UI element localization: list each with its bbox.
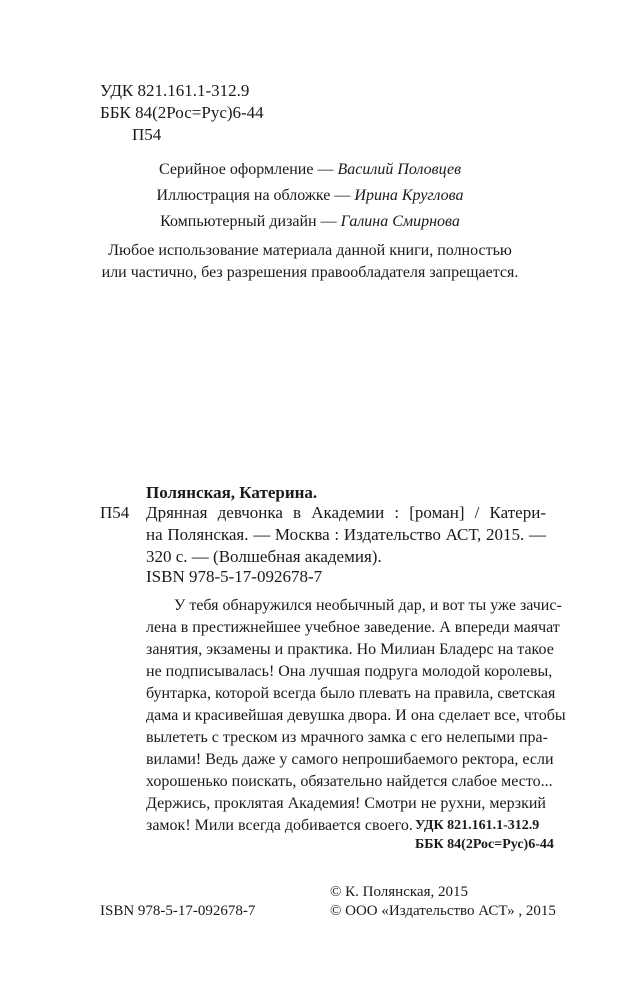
footer-isbn: ISBN 978-5-17-092678-7 bbox=[100, 903, 256, 919]
credit-name: Галина Смирнова bbox=[340, 213, 460, 230]
bbk-code: ББК 84(2Рос=Рус)6-44 bbox=[100, 103, 264, 122]
annotation-line: вылететь с треском из мрачного замка с его нелепыми пра- bbox=[146, 729, 548, 746]
copyright-publisher: © ООО «Издательство АСТ» , 2015 bbox=[330, 903, 556, 919]
credit-name: Ирина Круглова bbox=[354, 187, 464, 204]
catalog-author-heading: Полянская, Катерина. bbox=[146, 483, 318, 502]
annotation-line: бунтарка, которой всегда было плевать на правила, светская bbox=[146, 685, 556, 702]
author-mark: П54 bbox=[132, 125, 162, 144]
description-line: 320 с. — (Волшебная академия). bbox=[146, 547, 382, 566]
description-line: Дрянная девчонка в Академии : [роман] / Катери- bbox=[146, 503, 546, 522]
catalog-description bbox=[146, 502, 546, 568]
bottom-bbk-code: ББК 84(2Рос=Рус)6-44 bbox=[415, 837, 554, 852]
annotation-line: занятия, экзамены и практика. Но Милиан Бладерс на такое bbox=[146, 641, 554, 658]
catalog-author-mark: П54 bbox=[100, 503, 130, 522]
credit-role: Иллюстрация на обложке — bbox=[156, 187, 355, 204]
description-line: на Полянская. — Москва : Издательство АСТ, 2015. — bbox=[146, 525, 546, 544]
annotation-line: лена в престижнейшее учебное заведение. А впереди маячат bbox=[146, 619, 560, 636]
bottom-udk-code: УДК 821.161.1-312.9 bbox=[415, 818, 540, 833]
annotation bbox=[146, 595, 566, 837]
annotation-line: дама и красивейшая девушка двора. И она сделает все, чтобы bbox=[146, 707, 566, 724]
credit-role: Компьютерный дизайн — bbox=[160, 213, 341, 230]
credits bbox=[100, 159, 520, 237]
annotation-line: У тебя обнаружился необычный дар, и вот ты уже зачис- bbox=[174, 597, 562, 614]
credit-series-design bbox=[100, 159, 520, 185]
annotation-line: не подписывалась! Она лучшая подруга молодой королевы, bbox=[146, 663, 553, 680]
annotation-line: хорошенько поискать, обязательно найдется слабое место... bbox=[146, 773, 553, 790]
copyright-notice bbox=[100, 240, 520, 284]
annotation-line: вилами! Ведь даже у самого непрошибаемого ректора, если bbox=[146, 751, 554, 768]
credit-role: Серийное оформление — bbox=[158, 161, 338, 178]
notice-line: или частично, без разрешения правообладателя запрещается. bbox=[101, 264, 519, 281]
annotation-line: замок! Мили всегда добивается своего. bbox=[146, 817, 413, 834]
credit-name: Василий Половцев bbox=[337, 161, 462, 178]
credit-cover-illustration bbox=[100, 185, 520, 211]
credit-computer-design bbox=[100, 211, 520, 237]
copyright-author: © К. Полянская, 2015 bbox=[330, 884, 468, 900]
catalog-isbn: ISBN 978-5-17-092678-7 bbox=[146, 567, 323, 586]
annotation-line: Держись, проклятая Академия! Смотри не рухни, мерзкий bbox=[146, 795, 546, 812]
notice-line: Любое использование материала данной книги, полностью bbox=[108, 242, 512, 259]
udk-code: УДК 821.161.1-312.9 bbox=[100, 81, 250, 100]
